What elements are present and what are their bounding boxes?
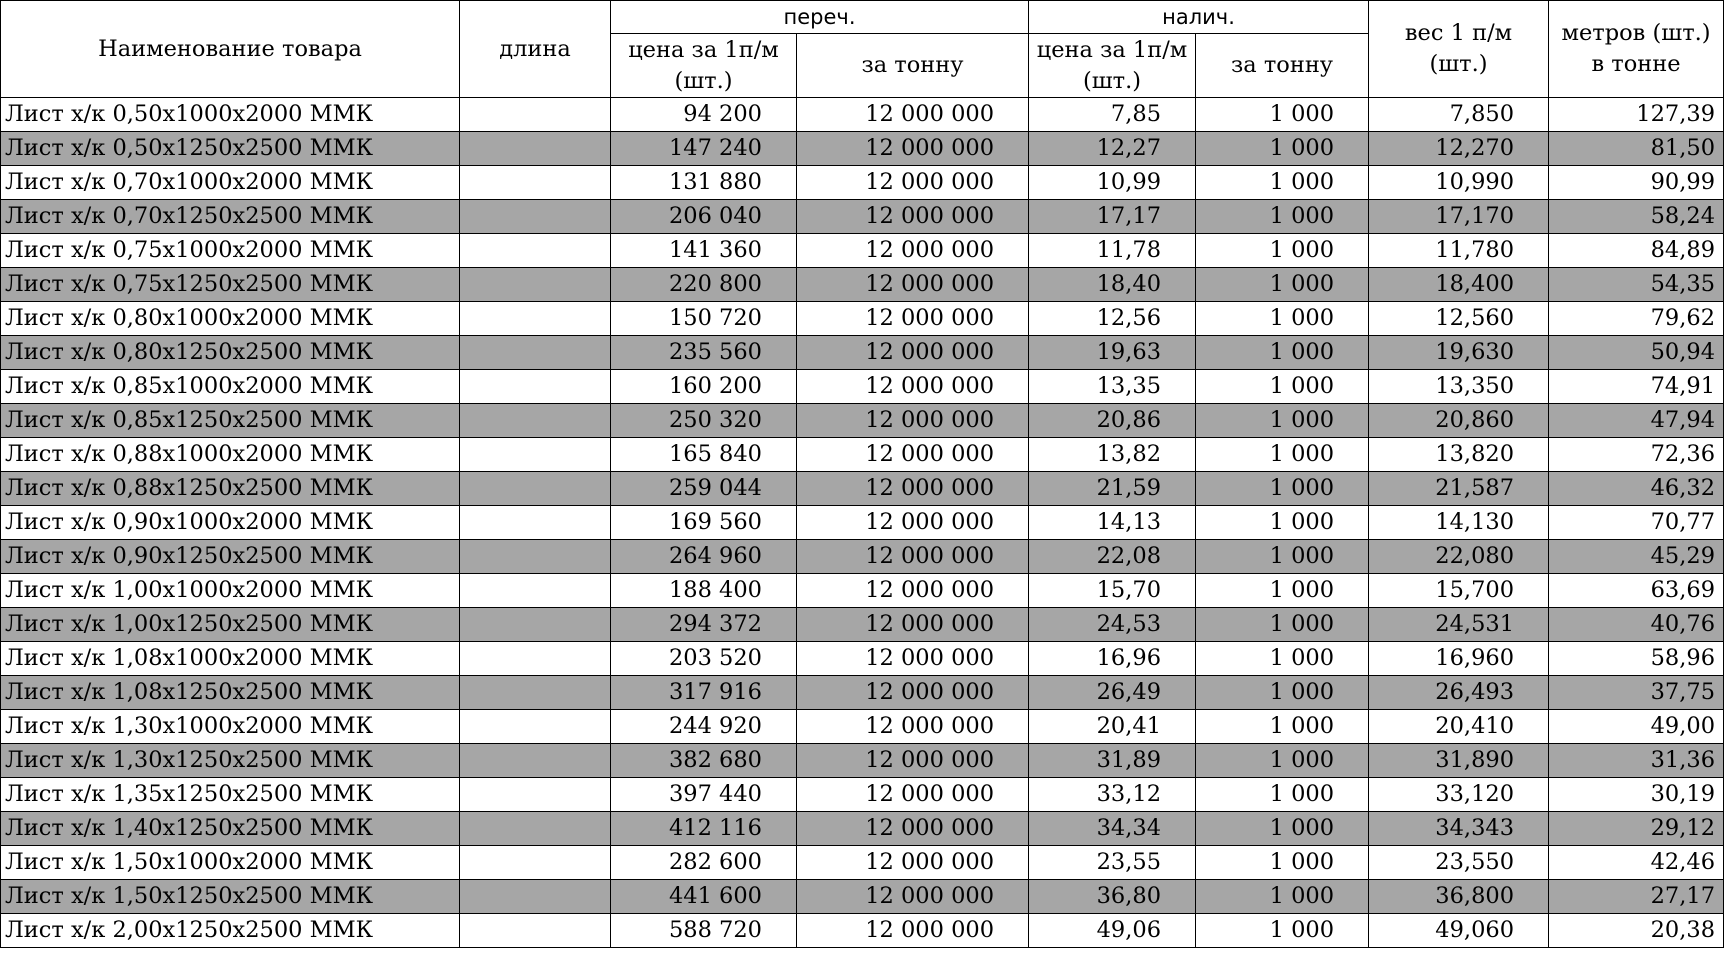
cell-length [460, 506, 611, 540]
cell-ton-nalich: 1 000 [1196, 914, 1369, 948]
cell-ton-perech: 12 000 000 [797, 370, 1029, 404]
cell-length [460, 880, 611, 914]
cell-meters-per-ton: 70,77 [1549, 506, 1724, 540]
cell-price-nalich: 36,80 [1029, 880, 1196, 914]
cell-length [460, 778, 611, 812]
cell-name: Лист х/к 0,88х1000х2000 ММК [1, 438, 460, 472]
cell-price-perech: 397 440 [611, 778, 797, 812]
cell-weight: 24,531 [1369, 608, 1549, 642]
cell-meters-per-ton: 47,94 [1549, 404, 1724, 438]
cell-length [460, 132, 611, 166]
table-row [1, 200, 1724, 234]
cell-meters-per-ton: 40,76 [1549, 608, 1724, 642]
cell-meters-per-ton: 79,62 [1549, 302, 1724, 336]
cell-meters-per-ton: 90,99 [1549, 166, 1724, 200]
table-row [1, 812, 1724, 846]
cell-price-perech: 141 360 [611, 234, 797, 268]
cell-price-perech: 294 372 [611, 608, 797, 642]
cell-name: Лист х/к 0,90х1250х2500 ММК [1, 540, 460, 574]
cell-meters-per-ton: 46,32 [1549, 472, 1724, 506]
cell-price-perech: 412 116 [611, 812, 797, 846]
cell-length [460, 472, 611, 506]
cell-name: Лист х/к 2,00х1250х2500 ММК [1, 914, 460, 948]
cell-meters-per-ton: 63,69 [1549, 574, 1724, 608]
cell-weight: 19,630 [1369, 336, 1549, 370]
header-name: Наименование товара [1, 1, 460, 98]
cell-ton-nalich: 1 000 [1196, 404, 1369, 438]
cell-price-perech: 282 600 [611, 846, 797, 880]
cell-price-perech: 147 240 [611, 132, 797, 166]
cell-ton-nalich: 1 000 [1196, 880, 1369, 914]
cell-name: Лист х/к 0,85х1250х2500 ММК [1, 404, 460, 438]
cell-ton-perech: 12 000 000 [797, 506, 1029, 540]
cell-ton-nalich: 1 000 [1196, 472, 1369, 506]
cell-weight: 16,960 [1369, 642, 1549, 676]
cell-price-nalich: 18,40 [1029, 268, 1196, 302]
table-row [1, 438, 1724, 472]
cell-ton-nalich: 1 000 [1196, 166, 1369, 200]
cell-price-nalich: 14,13 [1029, 506, 1196, 540]
cell-weight: 15,700 [1369, 574, 1549, 608]
table-row [1, 132, 1724, 166]
cell-ton-perech: 12 000 000 [797, 608, 1029, 642]
cell-name: Лист х/к 0,70х1250х2500 ММК [1, 200, 460, 234]
cell-length [460, 336, 611, 370]
cell-length [460, 302, 611, 336]
cell-ton-nalich: 1 000 [1196, 302, 1369, 336]
cell-ton-nalich: 1 000 [1196, 200, 1369, 234]
cell-name: Лист х/к 0,80х1000х2000 ММК [1, 302, 460, 336]
cell-meters-per-ton: 54,35 [1549, 268, 1724, 302]
cell-ton-nalich: 1 000 [1196, 438, 1369, 472]
cell-ton-nalich: 1 000 [1196, 336, 1369, 370]
cell-meters-per-ton: 29,12 [1549, 812, 1724, 846]
table-header [1, 1, 1724, 98]
cell-ton-nalich: 1 000 [1196, 540, 1369, 574]
cell-weight: 18,400 [1369, 268, 1549, 302]
cell-price-perech: 150 720 [611, 302, 797, 336]
header-ton-nalich: за тонну [1196, 34, 1369, 98]
cell-price-perech: 169 560 [611, 506, 797, 540]
table-row [1, 744, 1724, 778]
cell-price-perech: 165 840 [611, 438, 797, 472]
table-row [1, 676, 1724, 710]
cell-ton-perech: 12 000 000 [797, 336, 1029, 370]
cell-price-nalich: 49,06 [1029, 914, 1196, 948]
table-row [1, 506, 1724, 540]
cell-length [460, 574, 611, 608]
cell-weight: 22,080 [1369, 540, 1549, 574]
cell-ton-perech: 12 000 000 [797, 914, 1029, 948]
cell-weight: 26,493 [1369, 676, 1549, 710]
table-row [1, 880, 1724, 914]
cell-ton-perech: 12 000 000 [797, 234, 1029, 268]
cell-name: Лист х/к 0,80х1250х2500 ММК [1, 336, 460, 370]
cell-price-nalich: 23,55 [1029, 846, 1196, 880]
cell-price-perech: 264 960 [611, 540, 797, 574]
table-row [1, 336, 1724, 370]
cell-name: Лист х/к 0,50х1250х2500 ММК [1, 132, 460, 166]
cell-name: Лист х/к 1,08х1250х2500 ММК [1, 676, 460, 710]
cell-price-nalich: 22,08 [1029, 540, 1196, 574]
cell-meters-per-ton: 27,17 [1549, 880, 1724, 914]
table-row [1, 540, 1724, 574]
cell-name: Лист х/к 1,50х1000х2000 ММК [1, 846, 460, 880]
table-row [1, 234, 1724, 268]
cell-ton-perech: 12 000 000 [797, 166, 1029, 200]
cell-price-nalich: 33,12 [1029, 778, 1196, 812]
cell-length [460, 540, 611, 574]
cell-weight: 33,120 [1369, 778, 1549, 812]
cell-weight: 12,560 [1369, 302, 1549, 336]
cell-name: Лист х/к 0,88х1250х2500 ММК [1, 472, 460, 506]
cell-price-nalich: 34,34 [1029, 812, 1196, 846]
cell-price-nalich: 13,82 [1029, 438, 1196, 472]
cell-name: Лист х/к 1,30х1250х2500 ММК [1, 744, 460, 778]
table-row [1, 404, 1724, 438]
cell-name: Лист х/к 1,40х1250х2500 ММК [1, 812, 460, 846]
cell-ton-perech: 12 000 000 [797, 642, 1029, 676]
cell-price-nalich: 31,89 [1029, 744, 1196, 778]
cell-weight: 20,860 [1369, 404, 1549, 438]
cell-name: Лист х/к 1,50х1250х2500 ММК [1, 880, 460, 914]
table-row [1, 778, 1724, 812]
cell-name: Лист х/к 0,85х1000х2000 ММК [1, 370, 460, 404]
cell-name: Лист х/к 0,75х1000х2000 ММК [1, 234, 460, 268]
cell-price-nalich: 19,63 [1029, 336, 1196, 370]
table-body [1, 98, 1724, 948]
cell-ton-perech: 12 000 000 [797, 846, 1029, 880]
cell-length [460, 268, 611, 302]
cell-price-perech: 220 800 [611, 268, 797, 302]
cell-length [460, 234, 611, 268]
header-weight: вес 1 п/м (шт.) [1369, 1, 1549, 98]
cell-price-nalich: 20,86 [1029, 404, 1196, 438]
cell-ton-perech: 12 000 000 [797, 676, 1029, 710]
cell-price-perech: 94 200 [611, 98, 797, 132]
header-group-nalich: налич. [1029, 1, 1369, 34]
table-row [1, 574, 1724, 608]
cell-length [460, 676, 611, 710]
cell-price-nalich: 21,59 [1029, 472, 1196, 506]
cell-ton-perech: 12 000 000 [797, 880, 1029, 914]
table-row [1, 472, 1724, 506]
cell-meters-per-ton: 30,19 [1549, 778, 1724, 812]
cell-price-perech: 588 720 [611, 914, 797, 948]
cell-ton-perech: 12 000 000 [797, 404, 1029, 438]
header-length: длина [460, 1, 611, 98]
cell-price-perech: 317 916 [611, 676, 797, 710]
cell-price-nalich: 26,49 [1029, 676, 1196, 710]
cell-weight: 7,850 [1369, 98, 1549, 132]
cell-ton-perech: 12 000 000 [797, 302, 1029, 336]
cell-weight: 34,343 [1369, 812, 1549, 846]
header-meters-per-ton: метров (шт.) в тонне [1549, 1, 1724, 98]
cell-price-nalich: 20,41 [1029, 710, 1196, 744]
cell-ton-perech: 12 000 000 [797, 132, 1029, 166]
cell-price-perech: 382 680 [611, 744, 797, 778]
table-row [1, 302, 1724, 336]
cell-name: Лист х/к 1,35х1250х2500 ММК [1, 778, 460, 812]
header-group-perech: переч. [611, 1, 1029, 34]
cell-weight: 17,170 [1369, 200, 1549, 234]
cell-ton-nalich: 1 000 [1196, 846, 1369, 880]
cell-length [460, 438, 611, 472]
cell-name: Лист х/к 1,00х1000х2000 ММК [1, 574, 460, 608]
cell-meters-per-ton: 31,36 [1549, 744, 1724, 778]
cell-ton-nalich: 1 000 [1196, 744, 1369, 778]
cell-ton-perech: 12 000 000 [797, 200, 1029, 234]
cell-length [460, 404, 611, 438]
cell-ton-perech: 12 000 000 [797, 438, 1029, 472]
cell-ton-nalich: 1 000 [1196, 268, 1369, 302]
cell-price-nalich: 24,53 [1029, 608, 1196, 642]
table-row [1, 642, 1724, 676]
table-row [1, 268, 1724, 302]
header-price-nalich: цена за 1п/м (шт.) [1029, 34, 1196, 98]
cell-price-perech: 259 044 [611, 472, 797, 506]
cell-meters-per-ton: 81,50 [1549, 132, 1724, 166]
cell-ton-nalich: 1 000 [1196, 676, 1369, 710]
cell-name: Лист х/к 0,90х1000х2000 ММК [1, 506, 460, 540]
cell-weight: 31,890 [1369, 744, 1549, 778]
header-ton-perech: за тонну [797, 34, 1029, 98]
cell-weight: 49,060 [1369, 914, 1549, 948]
cell-ton-perech: 12 000 000 [797, 574, 1029, 608]
cell-weight: 13,350 [1369, 370, 1549, 404]
cell-ton-perech: 12 000 000 [797, 778, 1029, 812]
cell-name: Лист х/к 0,70х1000х2000 ММК [1, 166, 460, 200]
cell-length [460, 812, 611, 846]
cell-price-perech: 131 880 [611, 166, 797, 200]
cell-meters-per-ton: 50,94 [1549, 336, 1724, 370]
cell-ton-perech: 12 000 000 [797, 744, 1029, 778]
cell-ton-perech: 12 000 000 [797, 98, 1029, 132]
cell-price-nalich: 13,35 [1029, 370, 1196, 404]
cell-price-perech: 203 520 [611, 642, 797, 676]
cell-meters-per-ton: 45,29 [1549, 540, 1724, 574]
table-row [1, 846, 1724, 880]
table-row [1, 98, 1724, 132]
cell-ton-nalich: 1 000 [1196, 98, 1369, 132]
cell-meters-per-ton: 37,75 [1549, 676, 1724, 710]
cell-meters-per-ton: 127,39 [1549, 98, 1724, 132]
cell-price-perech: 206 040 [611, 200, 797, 234]
cell-weight: 12,270 [1369, 132, 1549, 166]
cell-weight: 21,587 [1369, 472, 1549, 506]
cell-price-perech: 235 560 [611, 336, 797, 370]
cell-ton-nalich: 1 000 [1196, 710, 1369, 744]
cell-ton-nalich: 1 000 [1196, 234, 1369, 268]
cell-ton-perech: 12 000 000 [797, 710, 1029, 744]
cell-meters-per-ton: 58,24 [1549, 200, 1724, 234]
cell-ton-nalich: 1 000 [1196, 778, 1369, 812]
cell-ton-nalich: 1 000 [1196, 370, 1369, 404]
cell-ton-nalich: 1 000 [1196, 132, 1369, 166]
cell-weight: 10,990 [1369, 166, 1549, 200]
cell-name: Лист х/к 1,00х1250х2500 ММК [1, 608, 460, 642]
cell-price-perech: 441 600 [611, 880, 797, 914]
cell-length [460, 846, 611, 880]
cell-weight: 11,780 [1369, 234, 1549, 268]
cell-ton-perech: 12 000 000 [797, 540, 1029, 574]
table-row [1, 710, 1724, 744]
cell-meters-per-ton: 42,46 [1549, 846, 1724, 880]
cell-weight: 14,130 [1369, 506, 1549, 540]
header-price-perech: цена за 1п/м (шт.) [611, 34, 797, 98]
cell-price-nalich: 7,85 [1029, 98, 1196, 132]
cell-length [460, 744, 611, 778]
cell-meters-per-ton: 72,36 [1549, 438, 1724, 472]
cell-price-nalich: 17,17 [1029, 200, 1196, 234]
cell-length [460, 166, 611, 200]
cell-price-nalich: 16,96 [1029, 642, 1196, 676]
cell-meters-per-ton: 20,38 [1549, 914, 1724, 948]
cell-length [460, 98, 611, 132]
cell-ton-perech: 12 000 000 [797, 472, 1029, 506]
cell-price-perech: 244 920 [611, 710, 797, 744]
cell-meters-per-ton: 84,89 [1549, 234, 1724, 268]
cell-weight: 23,550 [1369, 846, 1549, 880]
cell-length [460, 200, 611, 234]
cell-ton-nalich: 1 000 [1196, 506, 1369, 540]
cell-ton-nalich: 1 000 [1196, 812, 1369, 846]
cell-name: Лист х/к 1,30х1000х2000 ММК [1, 710, 460, 744]
cell-length [460, 370, 611, 404]
cell-length [460, 710, 611, 744]
cell-name: Лист х/к 1,08х1000х2000 ММК [1, 642, 460, 676]
cell-ton-nalich: 1 000 [1196, 642, 1369, 676]
cell-name: Лист х/к 0,75х1250х2500 ММК [1, 268, 460, 302]
cell-weight: 13,820 [1369, 438, 1549, 472]
cell-price-perech: 160 200 [611, 370, 797, 404]
cell-meters-per-ton: 58,96 [1549, 642, 1724, 676]
cell-ton-nalich: 1 000 [1196, 574, 1369, 608]
cell-price-perech: 188 400 [611, 574, 797, 608]
cell-price-nalich: 12,27 [1029, 132, 1196, 166]
cell-name: Лист х/к 0,50х1000х2000 ММК [1, 98, 460, 132]
cell-ton-perech: 12 000 000 [797, 812, 1029, 846]
cell-price-nalich: 10,99 [1029, 166, 1196, 200]
cell-weight: 20,410 [1369, 710, 1549, 744]
table-row [1, 608, 1724, 642]
cell-price-nalich: 11,78 [1029, 234, 1196, 268]
cell-ton-nalich: 1 000 [1196, 608, 1369, 642]
cell-meters-per-ton: 49,00 [1549, 710, 1724, 744]
cell-price-perech: 250 320 [611, 404, 797, 438]
table-row [1, 166, 1724, 200]
table-row [1, 370, 1724, 404]
cell-length [460, 914, 611, 948]
cell-length [460, 642, 611, 676]
cell-ton-perech: 12 000 000 [797, 268, 1029, 302]
cell-price-nalich: 15,70 [1029, 574, 1196, 608]
cell-meters-per-ton: 74,91 [1549, 370, 1724, 404]
cell-price-nalich: 12,56 [1029, 302, 1196, 336]
cell-length [460, 608, 611, 642]
cell-weight: 36,800 [1369, 880, 1549, 914]
table-row [1, 914, 1724, 948]
